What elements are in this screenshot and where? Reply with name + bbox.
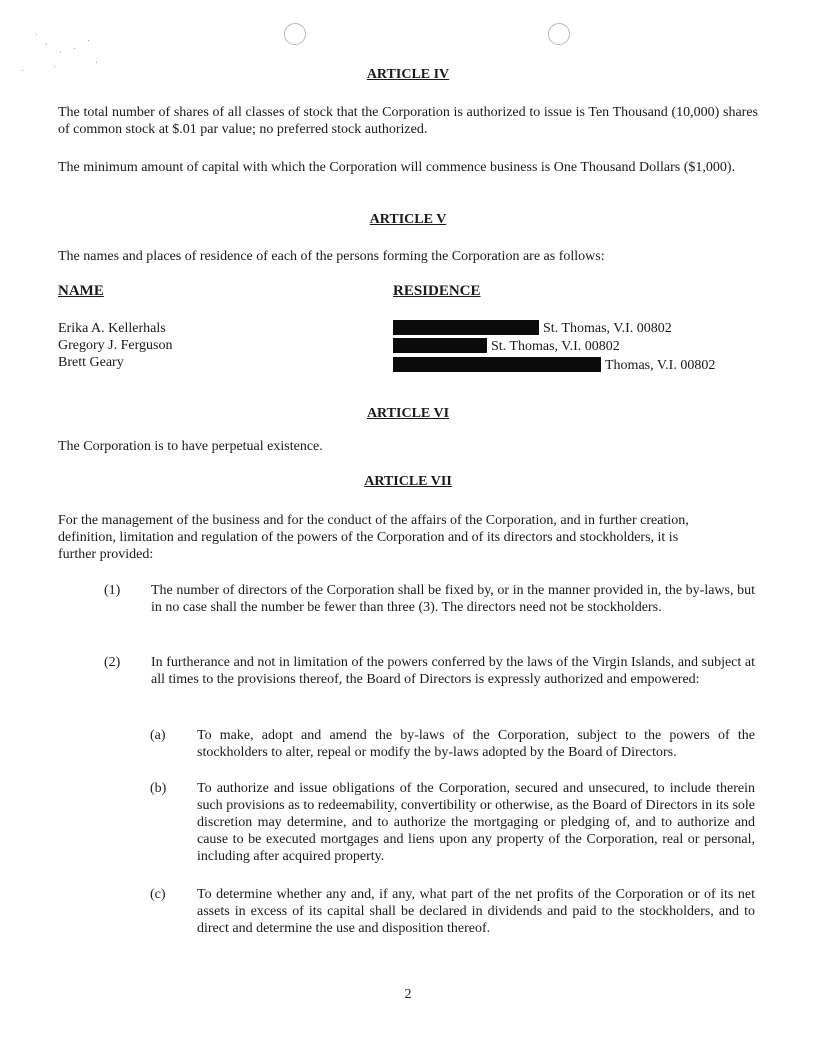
article-vi-heading: ARTICLE VI: [366, 406, 450, 421]
article-vi-paragraph: The Corporation is to have perpetual existence.: [58, 439, 323, 454]
person-residence: St. Thomas, V.I. 00802: [491, 339, 620, 354]
subitem-letter: (a): [150, 728, 166, 743]
redaction-bar: [393, 357, 601, 372]
article-v-heading: ARTICLE V: [369, 212, 447, 227]
article-iv-shares-paragraph: The total number of shares of all classes of stock that the Corporation is authorized to issue is Ten Thousand (10,000) shares of common stock at $.01 par value; no preferred stock authorized.: [58, 105, 758, 137]
subitem-letter: (c): [150, 887, 166, 902]
person-name: Brett Geary: [58, 355, 124, 370]
subitem-text: To authorize and issue obligations of the Corporation, secured and unsecured, to include therein such provisions as to redeemability, convertibility or otherwise, as the Board of Directors in its sole discretion may determine, and to authorize the mortgaging or pledging of, and to authorize and cause to be executed mortgages and liens upon any property of the Corporation, real or personal, including after acquired property.: [197, 781, 755, 864]
article-iv-capital-paragraph: The minimum amount of capital with which the Corporation will commence business is One Thousand Dollars ($1,000).: [58, 160, 736, 175]
redaction-bar: [393, 338, 487, 353]
person-residence: Thomas, V.I. 00802: [605, 358, 716, 373]
punch-hole-right: [548, 23, 570, 45]
person-residence: St. Thomas, V.I. 00802: [543, 321, 672, 336]
item-number: (1): [104, 583, 121, 598]
article-iv-heading: ARTICLE IV: [366, 67, 450, 82]
person-name: Gregory J. Ferguson: [58, 338, 173, 353]
item-number: (2): [104, 655, 121, 670]
article-vii-intro: For the management of the business and for the conduct of the affairs of the Corporation, and in further creation, definition, limitation and regulation of the powers of the Corporation and of its directors and stockholders, it is further provided:: [58, 513, 689, 562]
page-number: 2: [404, 987, 412, 1002]
redaction-bar: [393, 320, 539, 335]
name-column-header: NAME: [58, 283, 104, 299]
punch-hole-left: [284, 23, 306, 45]
person-name: Erika A. Kellerhals: [58, 321, 166, 336]
residence-column-header: RESIDENCE: [393, 283, 481, 299]
subitem-letter: (b): [150, 781, 167, 796]
article-v-intro: The names and places of residence of each of the persons forming the Corporation are as follows:: [58, 249, 605, 264]
item-text: The number of directors of the Corporation shall be fixed by, or in the manner provided in, the by-laws, but in no case shall the number be fewer than three (3). The directors need not be stockholders.: [151, 583, 755, 615]
item-text: In furtherance and not in limitation of the powers conferred by the laws of the Virgin Islands, and subject at all times to the provisions thereof, the Board of Directors is expressly authorized and empowered:: [151, 655, 755, 687]
subitem-text: To make, adopt and amend the by-laws of the Corporation, subject to the powers of the stockholders to alter, repeal or modify the by-laws adopted by the Board of Directors.: [197, 728, 755, 760]
article-vii-heading: ARTICLE VII: [364, 474, 452, 489]
subitem-text: To determine whether any and, if any, what part of the net profits of the Corporation or of its net assets in excess of its capital shall be declared in dividends and paid to the stockholders, and to direct and determine the use and disposition thereof.: [197, 887, 755, 936]
